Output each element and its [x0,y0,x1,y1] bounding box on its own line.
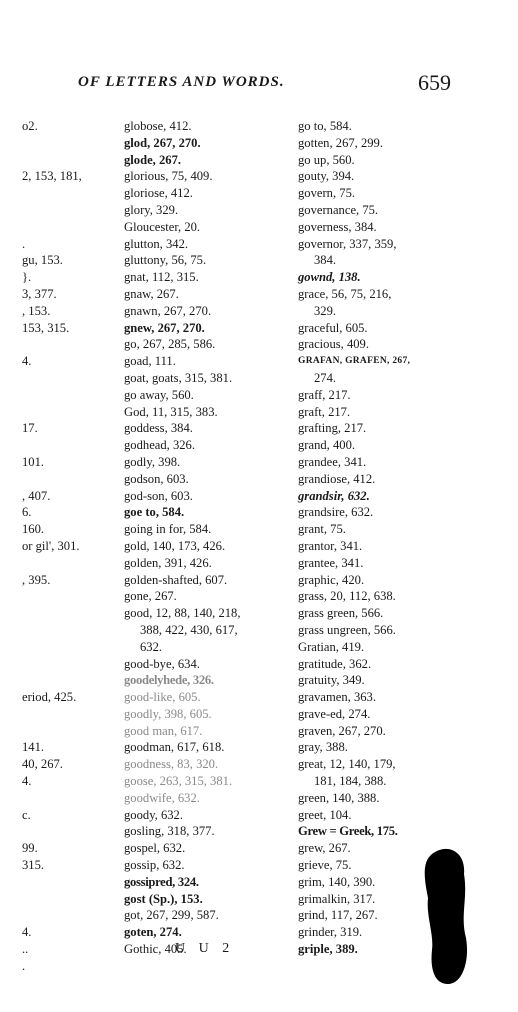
index-entry: grass, 20, 112, 638. [298,589,396,604]
index-entry: go, 267, 285, 586. [124,337,216,352]
index-entry: greet, 104. [298,807,352,822]
index-entry: .. [22,942,29,957]
index-column-middle [124,118,241,958]
index-entry: 101. [22,454,45,469]
index-entry: gratuity, 349. [298,673,365,688]
index-entry: GRAFAN, GRAFEN, 267, [298,356,411,367]
index-entry: 4. [22,925,32,940]
index-entry: goten, 274. [124,925,182,940]
printer-signature-mark: U U 2 [175,941,235,956]
index-entry: grass green, 566. [298,606,384,621]
index-entry: godhead, 326. [124,438,195,453]
index-entry: goodness, 83, 320. [124,757,219,772]
index-entry: 2, 153, 181, [22,169,82,184]
index-entry: 6. [22,505,32,520]
index-entry: goddess, 384. [124,421,193,436]
index-entry: golden, 391, 426. [124,555,212,570]
index-entry: good-like, 605. [124,690,201,705]
index-entry: grass ungreen, 566. [298,622,396,637]
index-entry: grind, 117, 267. [298,908,378,923]
index-entry: grandsir, 632. [298,488,370,503]
index-entry [22,202,117,219]
index-entry: graceful, 605. [298,320,368,335]
index-entry: gnew, 267, 270. [124,320,205,335]
index-entry: . [22,958,26,973]
index-entry: gnawn, 267, 270. [124,303,212,318]
index-entry [22,907,117,924]
index-entry: graphic, 420. [298,572,365,587]
index-entry: great, 12, 140, 179, [298,757,396,772]
index-entry [22,823,117,840]
index-entry [22,336,117,353]
index-entry: good-bye, 634. [124,656,200,671]
index-entry: o2. [22,119,38,133]
index-entry: glutton, 342. [124,236,189,251]
index-entry: god-son, 603. [124,488,193,503]
index-entry: godly, 398. [124,454,181,469]
index-column-left [22,118,117,975]
index-entry: grace, 56, 75, 216, [298,286,392,301]
index-entry: gnat, 112, 315. [124,270,199,285]
index-entry: goe to, 584. [124,505,185,520]
index-entry: got, 267, 299, 587. [124,908,219,923]
index-entry: glory, 329. [124,202,179,217]
index-entry [22,555,117,572]
index-entry: goodwife, 632. [124,790,200,805]
index-entry: gouty, 394. [298,169,355,184]
index-entry: grim, 140, 390. [298,874,376,889]
index-entry: c. [22,807,31,822]
index-entry: grant, 75. [298,522,346,537]
index-entry: good, 12, 88, 140, 218, [124,606,241,621]
index-entry: 17. [22,421,38,436]
index-entry [22,135,117,152]
index-entry: grantee, 341. [298,555,364,570]
index-entry [22,588,117,605]
index-entry: 141. [22,740,45,755]
index-entry: gone, 267. [124,589,177,604]
index-entry: . [22,236,26,251]
index-entry [22,672,117,689]
index-entry: governor, 337, 359, [298,236,397,251]
index-entry: griple, 389. [298,942,358,957]
index-entry [22,656,117,673]
index-entry: goodly, 398, 605. [124,706,212,721]
index-entry: 329. [314,303,337,318]
index-entry [22,152,117,169]
index-entry: goat, goats, 315, 381. [124,370,233,385]
index-entry [22,437,117,454]
index-entry [22,639,117,656]
index-entry: God, 11, 315, 383. [124,404,218,419]
index-entry: Gratian, 419. [298,639,365,654]
index-entry: goodman, 617, 618. [124,740,225,755]
index-entry: glorious, 75, 409. [124,169,213,184]
index-entry: gotten, 267, 299. [298,135,384,150]
index-entry: 181, 184, 388. [314,774,387,789]
index-entry: gospel, 632. [124,841,186,856]
index-entry: governess, 384. [298,219,377,234]
index-entry [22,622,117,639]
index-entry: go away, 560. [124,387,194,402]
index-entry: gluttony, 56, 75. [124,253,207,268]
index-entry: gossipred, 324. [124,874,199,889]
index-entry: gloriose, 412. [124,186,193,201]
index-entry: grand, 400. [298,438,356,453]
index-entry [22,370,117,387]
index-entry: 315. [22,858,45,873]
index-entry: 40, 267. [22,757,63,772]
index-entry: gratitude, 362. [298,656,372,671]
index-entry [22,790,117,807]
index-entry: graven, 267, 270. [298,723,386,738]
index-entry [22,387,117,404]
index-entry: }. [22,270,32,285]
index-entry: or gil', 301. [22,538,80,553]
page-header-title: OF LETTERS AND WORDS. [78,74,285,90]
index-entry: grafting, 217. [298,421,367,436]
index-entry: grave-ed, 274. [298,706,371,721]
index-entry: , 407. [22,488,51,503]
index-entry: 3, 377. [22,286,57,301]
index-entry [22,723,117,740]
index-entry [22,219,117,236]
index-entry: grieve, 75. [298,858,352,873]
index-entry: 384. [314,253,337,268]
index-entry [22,471,117,488]
index-entry: grandsire, 632. [298,505,374,520]
index-entry: go to, 584. [298,119,352,133]
index-entry: Gothic, 405. [124,942,187,957]
index-entry: 4. [22,774,32,789]
index-entry: 632. [140,639,163,654]
index-entry: glode, 267. [124,152,182,167]
index-entry: 388, 422, 430, 617, [140,622,238,637]
index-entry: gold, 140, 173, 426. [124,538,226,553]
index-entry: grantor, 341. [298,538,363,553]
index-entry: golden-shafted, 607. [124,572,228,587]
index-entry [22,185,117,202]
index-entry: grandiose, 412. [298,471,376,486]
index-entry: gray, 388. [298,740,348,755]
index-entry: gossip, 632. [124,858,185,873]
index-entry: gosling, 318, 377. [124,824,215,839]
index-entry [22,404,117,421]
index-column-right [298,118,410,958]
index-entry: grimalkin, 317. [298,891,376,906]
index-entry: , 153. [22,303,51,318]
index-entry: gnaw, 267. [124,286,179,301]
index-entry: eriod, 425. [22,690,77,705]
index-entry: goody, 632. [124,807,184,822]
index-entry: green, 140, 388. [298,790,380,805]
index-entry: good man, 617. [124,723,203,738]
index-entry: gravamen, 363. [298,690,376,705]
index-entry: graff, 217. [298,387,351,402]
index-entry: , 395. [22,572,51,587]
index-entry: globose, 412. [124,119,192,133]
index-entry: gost (Sp.), 153. [124,891,203,906]
index-entry: goad, 111. [124,354,176,369]
index-entry: grinder, 319. [298,925,363,940]
index-entry: 153, 315. [22,320,70,335]
index-entry [22,706,117,723]
index-entry: gracious, 409. [298,337,369,352]
index-entry: glod, 267, 270. [124,135,201,150]
index-entry: gu, 153. [22,253,63,268]
index-entry: graft, 217. [298,404,351,419]
index-entry: gownd, 138. [298,270,361,285]
index-entry: godson, 603. [124,471,189,486]
index-entry: grew, 267. [298,841,351,856]
ink-blot [422,846,468,986]
index-entry: 274. [314,370,337,385]
index-entry: 99. [22,841,38,856]
index-entry [22,605,117,622]
index-entry: goose, 263, 315, 381. [124,774,233,789]
page-number: 659 [418,70,451,95]
index-entry: goodelyhede, 326. [124,673,214,688]
index-entry [22,874,117,891]
index-entry: govern, 75. [298,186,356,201]
index-entry: 4. [22,354,32,369]
index-entry: go up, 560. [298,152,355,167]
index-entry: Gloucester, 20. [124,219,201,234]
index-entry: governance, 75. [298,202,379,217]
index-entry [22,891,117,908]
index-entry: going in for, 584. [124,522,212,537]
index-entry: 160. [22,522,45,537]
index-entry: Grew = Greek, 175. [298,824,398,839]
index-entry: grandee, 341. [298,454,367,469]
